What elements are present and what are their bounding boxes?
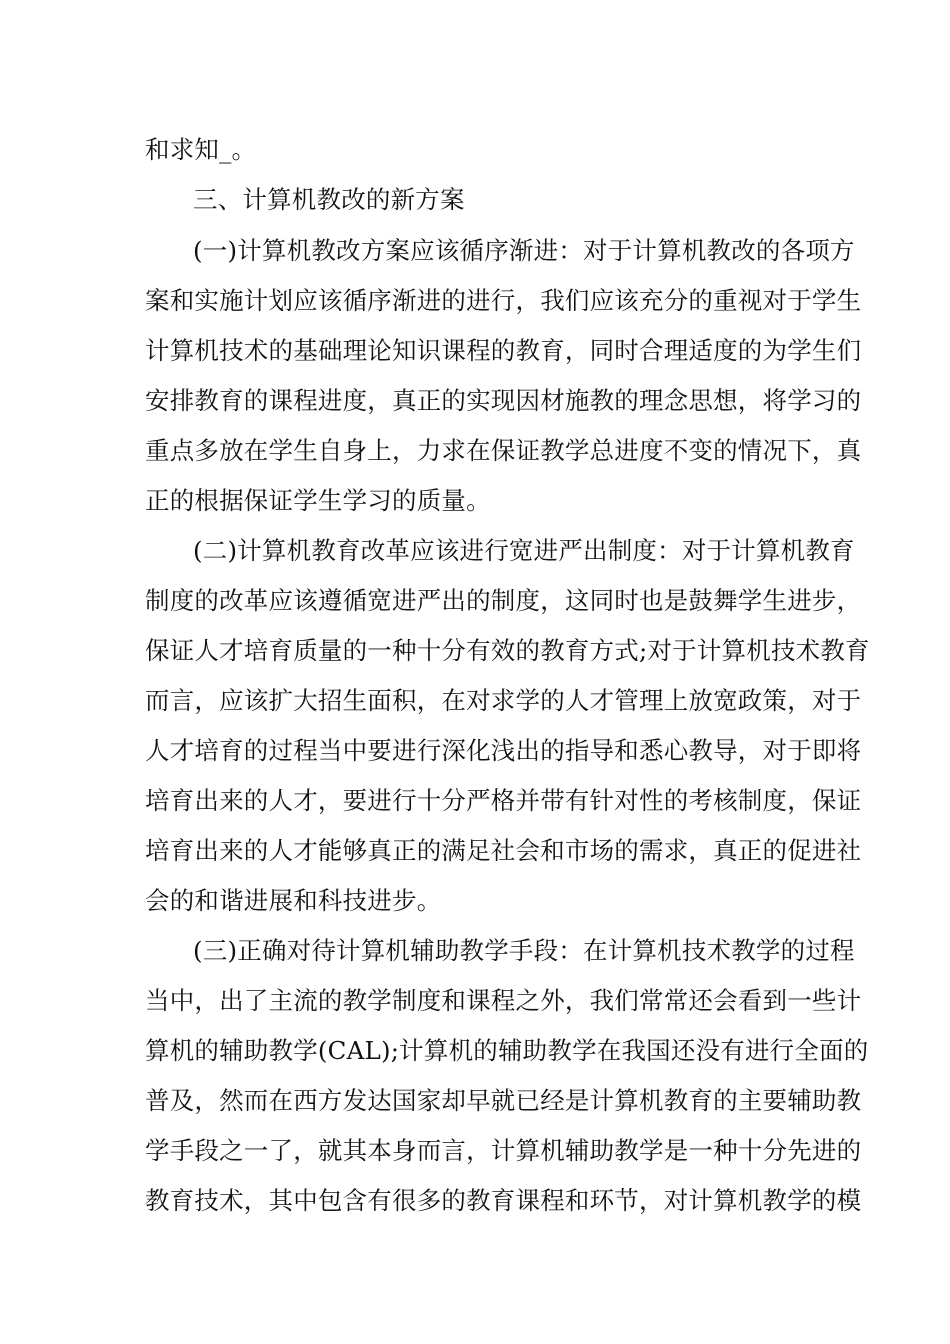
text-line: (二)计算机教育改革应该进行宽进严出制度：对于计算机教育 bbox=[193, 536, 855, 565]
text-line: 案和实施计划应该循序渐进的进行，我们应该充分的重视对于学生 bbox=[145, 286, 862, 315]
section-heading: 三、计算机教改的新方案 bbox=[193, 185, 465, 214]
text-line: 教育技术，其中包含有很多的教育课程和环节，对计算机教学的模 bbox=[145, 1186, 862, 1215]
text-line: 保证人才培育质量的一种十分有效的教育方式;对于计算机技术教育 bbox=[145, 636, 870, 665]
text-line: 培育出来的人才，要进行十分严格并带有针对性的考核制度，保证 bbox=[145, 786, 862, 815]
text-line: 人才培育的过程当中要进行深化浅出的指导和悉心教导，对于即将 bbox=[145, 736, 862, 765]
text-line: 普及，然而在西方发达国家却早就已经是计算机教育的主要辅助教 bbox=[145, 1086, 862, 1115]
text-line: 当中，出了主流的教学制度和课程之外，我们常常还会看到一些计 bbox=[145, 986, 862, 1015]
text-line: 而言，应该扩大招生面积，在对求学的人才管理上放宽政策，对于 bbox=[145, 686, 862, 715]
text-line: 学手段之一了，就其本身而言，计算机辅助教学是一种十分先进的 bbox=[145, 1136, 862, 1165]
text-line: 安排教育的课程进度，真正的实现因材施教的理念思想，将学习的 bbox=[145, 386, 862, 415]
text-line: 计算机技术的基础理论知识课程的教育，同时合理适度的为学生们 bbox=[145, 336, 862, 365]
text-line: (三)正确对待计算机辅助教学手段：在计算机技术教学的过程 bbox=[193, 936, 855, 965]
text-line: (一)计算机教改方案应该循序渐进：对于计算机教改的各项方 bbox=[193, 236, 855, 265]
text-line: 重点多放在学生自身上，力求在保证教学总进度不变的情况下，真 bbox=[145, 436, 862, 465]
text-line: 会的和谐进展和科技进步。 bbox=[145, 886, 442, 915]
text-line: 和求知_。 bbox=[145, 135, 257, 164]
text-line: 制度的改革应该遵循宽进严出的制度，这同时也是鼓舞学生进步， bbox=[145, 586, 862, 615]
text-line: 正的根据保证学生学习的质量。 bbox=[145, 486, 491, 515]
text-line: 培育出来的人才能够真正的满足社会和市场的需求，真正的促进社 bbox=[145, 836, 862, 865]
text-line: 算机的辅助教学(CAL);计算机的辅助教学在我国还没有进行全面的 bbox=[145, 1036, 869, 1065]
